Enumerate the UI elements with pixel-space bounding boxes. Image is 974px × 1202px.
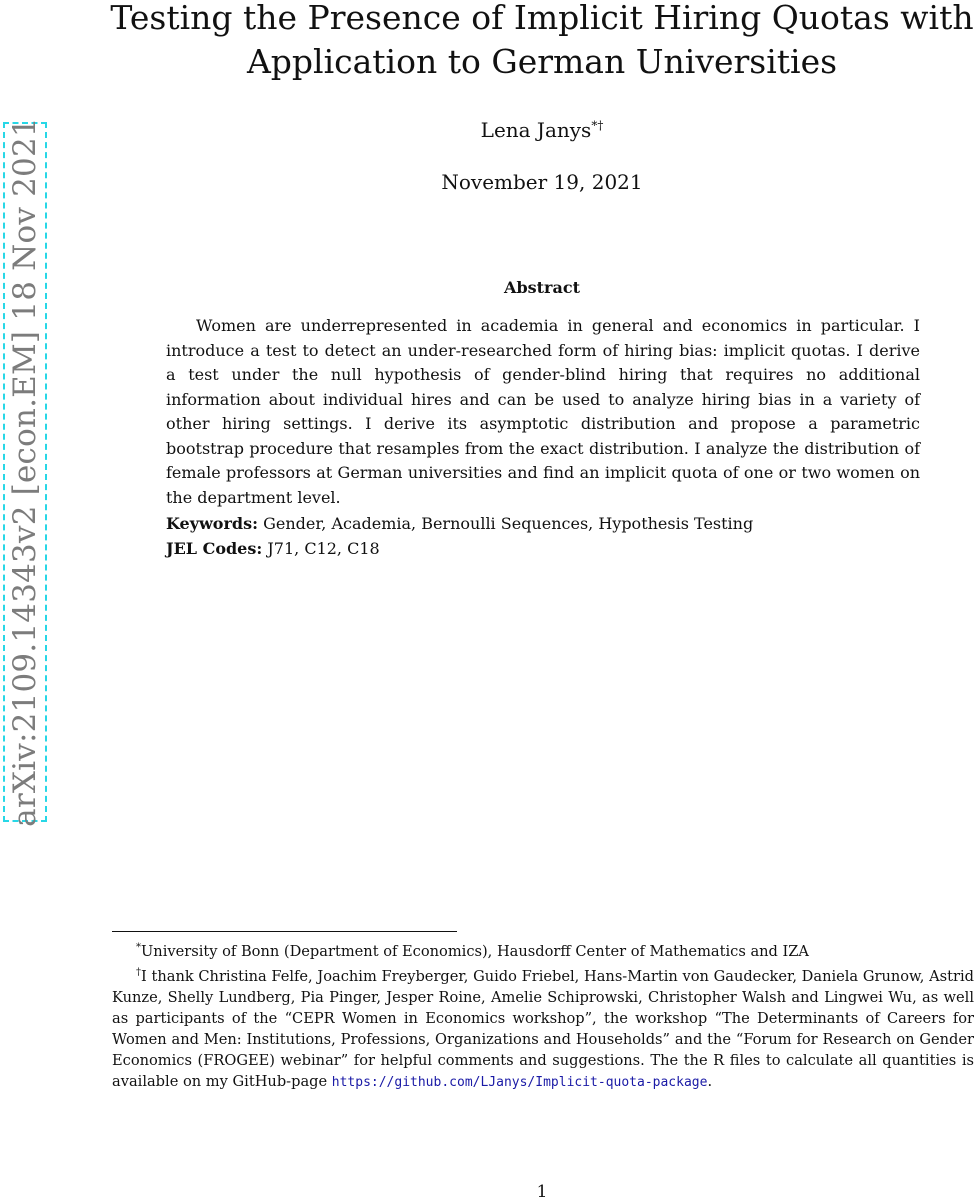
jel-codes — [166, 539, 920, 558]
footnote-2-mark: † — [136, 966, 142, 978]
title-line-1: Testing the Presence of Implicit Hiring Quotas with — [110, 0, 974, 37]
keywords-label: Keywords: — [166, 514, 259, 533]
arxiv-stamp — [3, 117, 47, 827]
keywords — [166, 514, 920, 533]
author-name: Lena Janys — [480, 118, 592, 142]
keywords-value: Gender, Academia, Bernoulli Sequences, Hypothesis Testing — [263, 514, 754, 533]
footnotes — [112, 937, 974, 1093]
footnote-2-end: . — [707, 1072, 713, 1090]
github-link[interactable]: https://github.com/LJanys/Implicit-quota-package — [331, 1074, 708, 1090]
abstract-body: Women are underrepresented in academia in general and economics in particular. I introduce a test to detect an under-researched form of hiring bias: implicit quotas. I derive a test under the null hypothesis of gender-blind hiring that requires no additional information about individual hires and can be used to analyze hiring bias in a variety of other hiring settings. I derive its asymptotic distribution and propose a parametric bootstrap procedure that resamples from the exact distribution. I analyze the distribution of female professors at German universities and find an implicit quota of one or two women on the department level. — [166, 316, 920, 507]
page-number: 1 — [536, 1182, 548, 1202]
jel-label: JEL Codes: — [166, 539, 263, 558]
footnote-2-text: I thank Christina Felfe, Joachim Freyberger, Guido Friebel, Hans-Martin von Gaudecker, Daniela Grunow, Astrid Kunze, Shelly Lundberg, Pia Pinger, Jesper Roine, Amelie Schiprowski, Christopher Walsh and Lingwei Wu, as well as participants of the “CEPR Women in Economics workshop”, the workshop “The Determinants of Careers for Women and Men: Institutions, Professions, Organizations and Households” and the “Forum for Research on Gender Economics (FROGEE) webinar” for helpful comments and suggestions. The the R files to calculate all quantities is available on my GitHub-page — [112, 967, 974, 1090]
jel-value: J71, C12, C18 — [267, 539, 380, 558]
footnote-1-text: University of Bonn (Department of Economics), Hausdorff Center of Mathematics and IZA — [141, 942, 809, 960]
author-footnote-marks: *† — [591, 118, 604, 133]
date: November 19, 2021 — [441, 170, 643, 194]
paper-title — [110, 0, 974, 84]
abstract-heading: Abstract — [504, 278, 580, 297]
footnote-1 — [112, 937, 974, 962]
footnote-1-mark: * — [136, 942, 141, 953]
author — [110, 118, 974, 142]
footnote-rule — [112, 931, 457, 932]
title-line-2: Application to German Universities — [246, 42, 838, 81]
footnote-2 — [112, 962, 974, 1093]
arxiv-id: arXiv:2109.14343v2 [econ.EM] 18 Nov 2021 — [7, 117, 43, 827]
